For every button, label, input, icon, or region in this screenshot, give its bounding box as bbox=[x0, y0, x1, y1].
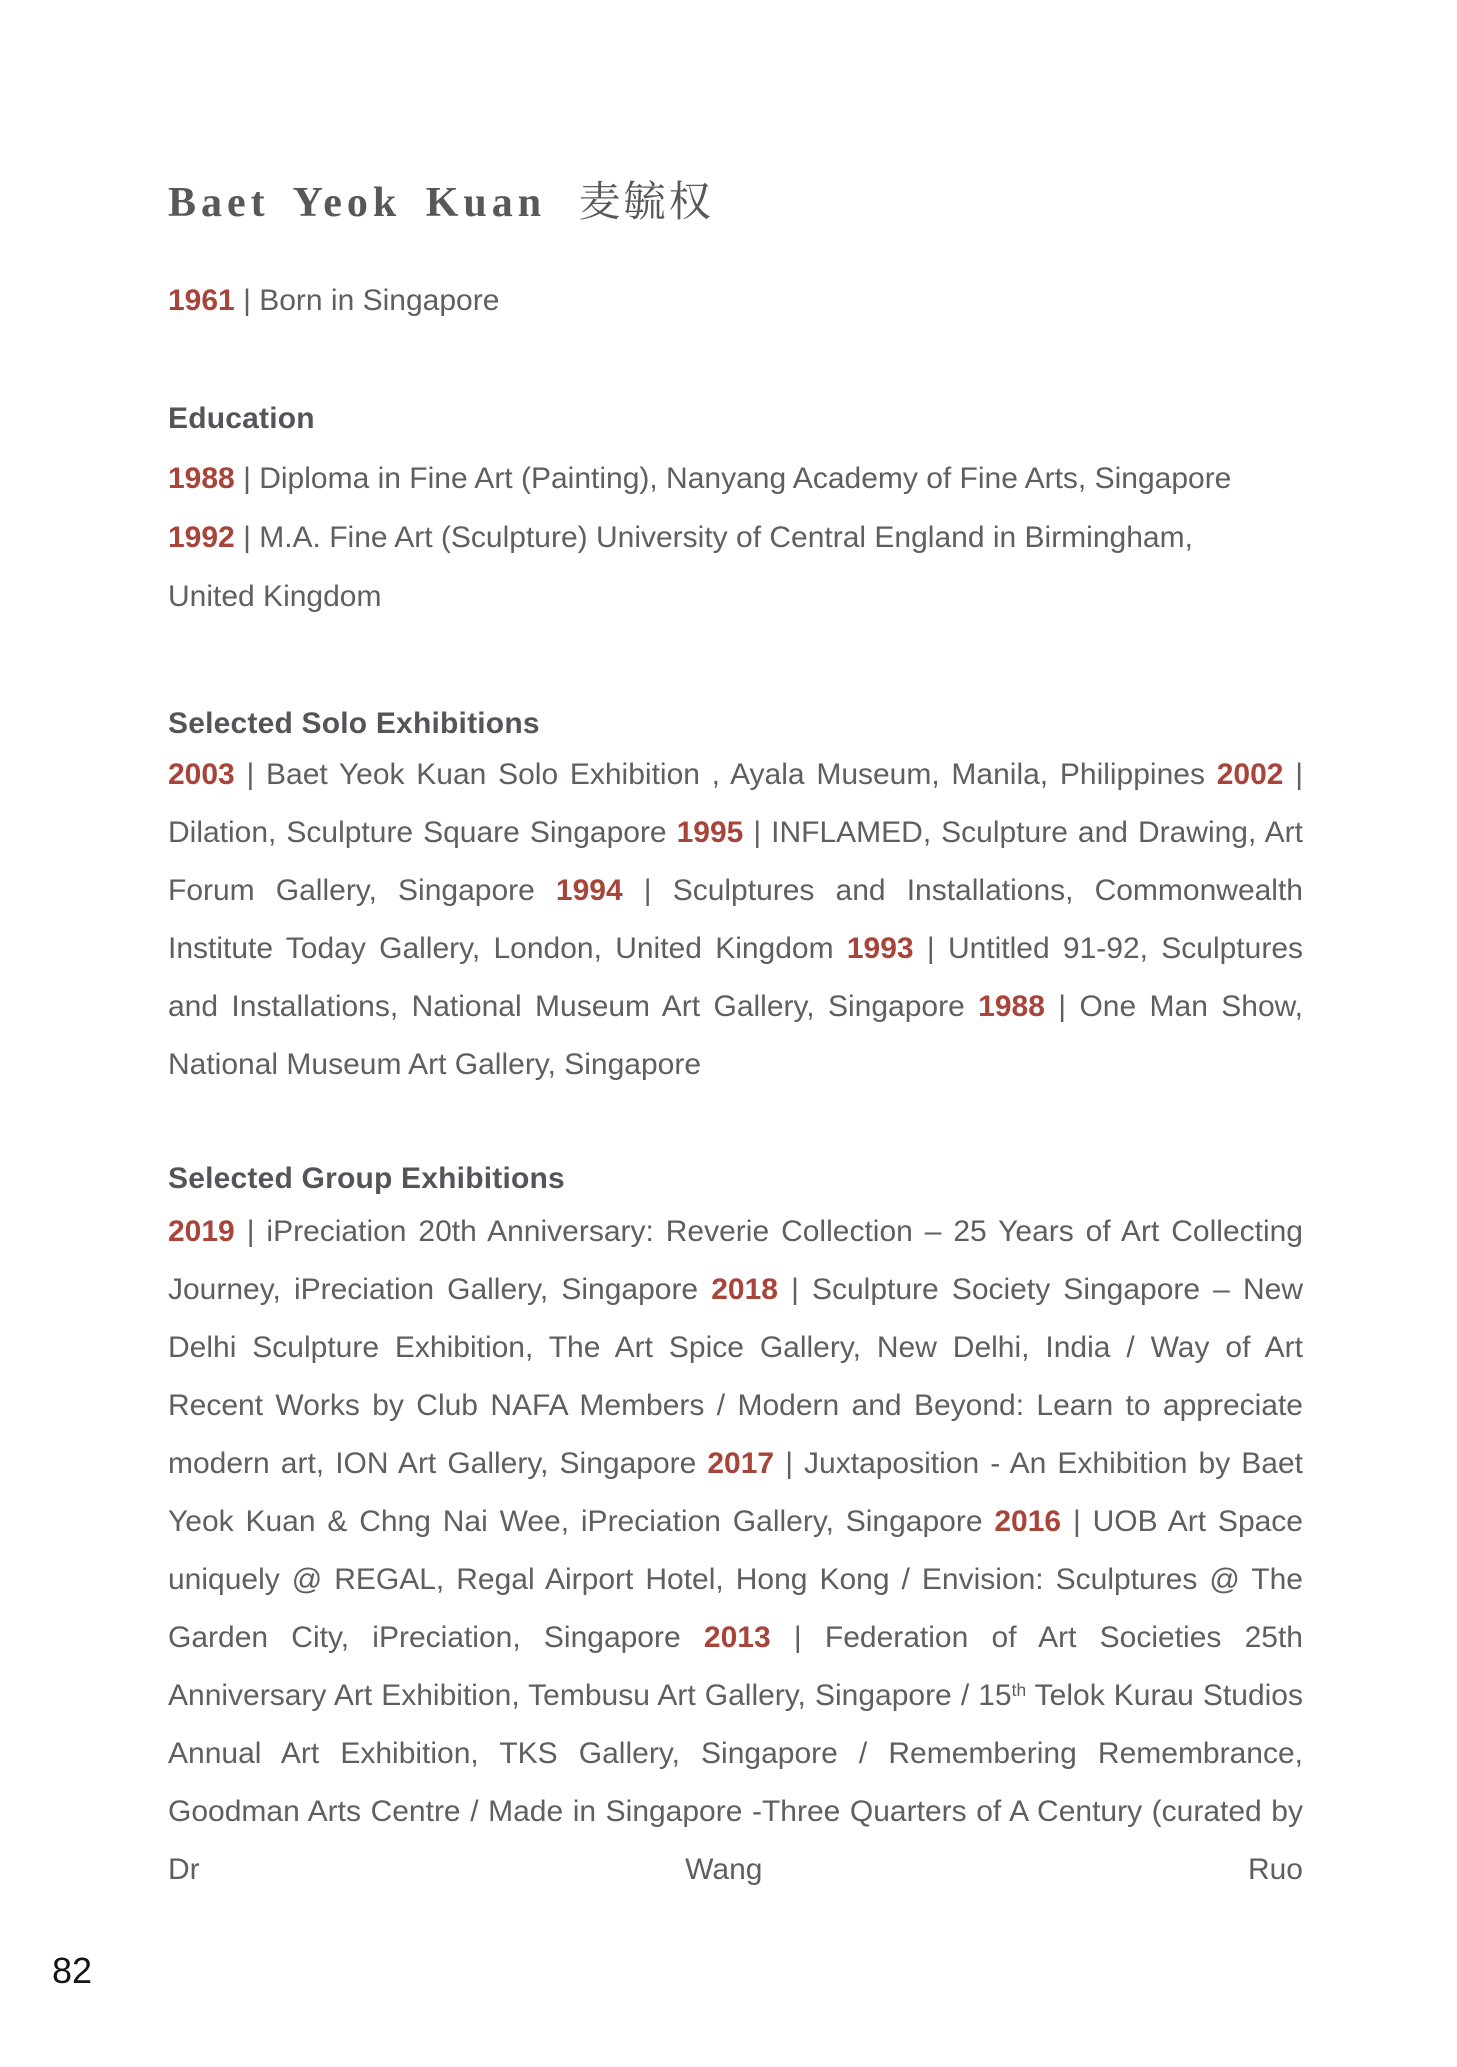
entry-text: | Sculpture Society Singapore – New Delhi Sculpture Exhibition, The Art Spice Gallery, New Delhi, India / Way of Art Recent Works by Club NAFA Members / Modern and Beyond: Learn to appreciate modern art, ION Art Gallery, Singapore bbox=[168, 1273, 1303, 1480]
entry-text: | UOB Art Space uniquely @ REGAL, Regal Airport Hotel, Hong Kong / Envision: Sculptures @ The Garden City, iPreciation, Singapore bbox=[168, 1505, 1303, 1654]
entry-text: | Dilation, Sculpture Square Singapore bbox=[168, 758, 1303, 849]
entry-text: | Born in Singapore bbox=[234, 284, 500, 317]
born-line bbox=[168, 271, 1303, 330]
year-label: 2019 bbox=[168, 1215, 235, 1248]
year-label: 2016 bbox=[994, 1505, 1062, 1538]
entry-text: | Untitled 91-92, Sculptures and Installations, National Museum Art Gallery, Singapore bbox=[168, 932, 1304, 1023]
entry-text: | Juxtaposition - An Exhibition by Baet Yeok Kuan & Chng Nai Wee, iPreciation Gallery, Singapore bbox=[168, 1447, 1303, 1538]
entry-text: | M.A. Fine Art (Sculpture) University of Central England in Birmingham, bbox=[234, 521, 1193, 554]
entry-text: Telok Kurau Studios Annual Art Exhibition, TKS Gallery, Singapore / Remembering Remembrance, Goodman Arts Centre / Made in Singapore -Three Quarters of A Century (curated by Dr Wang Ruo bbox=[168, 1679, 1303, 1886]
entry-text: | iPreciation 20th Anniversary: Reverie Collection – 25 Years of Art Collecting Journey, iPreciation Gallery, Singapore bbox=[168, 1215, 1303, 1306]
education-entries bbox=[168, 449, 1303, 626]
group-exhibitions-heading: Selected Group Exhibitions bbox=[168, 1162, 565, 1195]
year-label: 1993 bbox=[846, 932, 914, 965]
solo-exhibitions-heading: Selected Solo Exhibitions bbox=[168, 707, 540, 740]
year-label: 2002 bbox=[1216, 758, 1284, 791]
artist-name-cjk: 麦毓权 bbox=[578, 180, 714, 226]
year-label: 1988 bbox=[168, 462, 235, 495]
year-label: 1992 bbox=[168, 521, 235, 554]
year-label: 1994 bbox=[555, 874, 623, 907]
solo-exhibitions-paragraph bbox=[168, 746, 1303, 1094]
year-label: 1995 bbox=[676, 816, 744, 849]
year-label: 2017 bbox=[707, 1447, 775, 1480]
year-label: 2003 bbox=[168, 758, 235, 791]
entry-text: th bbox=[1011, 1679, 1027, 1700]
entry-text: | Baet Yeok Kuan Solo Exhibition , Ayala Museum, Manila, Philippines bbox=[234, 758, 1217, 791]
year-label: 1961 bbox=[168, 284, 235, 317]
year-label: 1988 bbox=[978, 990, 1045, 1023]
entry-text: | Federation of Art Societies 25th Anniversary Art Exhibition, Tembusu Art Gallery, Singapore / 15 bbox=[168, 1621, 1303, 1712]
education-heading: Education bbox=[168, 402, 315, 435]
artist-name-title bbox=[168, 180, 1303, 226]
year-label: 2018 bbox=[711, 1273, 778, 1306]
entry-text: United Kingdom bbox=[168, 580, 382, 613]
page-number: 82 bbox=[52, 1950, 93, 1991]
entry-text: | Sculptures and Installations, Commonwealth Institute Today Gallery, London, United Kingdom bbox=[168, 874, 1303, 965]
group-exhibitions-paragraph bbox=[168, 1203, 1303, 1899]
entry-text: | INFLAMED, Sculpture and Drawing, Art Forum Gallery, Singapore bbox=[168, 816, 1303, 907]
year-label: 2013 bbox=[703, 1621, 771, 1654]
entry-text: | One Man Show, National Museum Art Gallery, Singapore bbox=[168, 990, 1304, 1081]
artist-name-latin: Baet Yeok Kuan bbox=[168, 180, 547, 226]
entry-text: | Diploma in Fine Art (Painting), Nanyang Academy of Fine Arts, Singapore bbox=[234, 462, 1232, 495]
